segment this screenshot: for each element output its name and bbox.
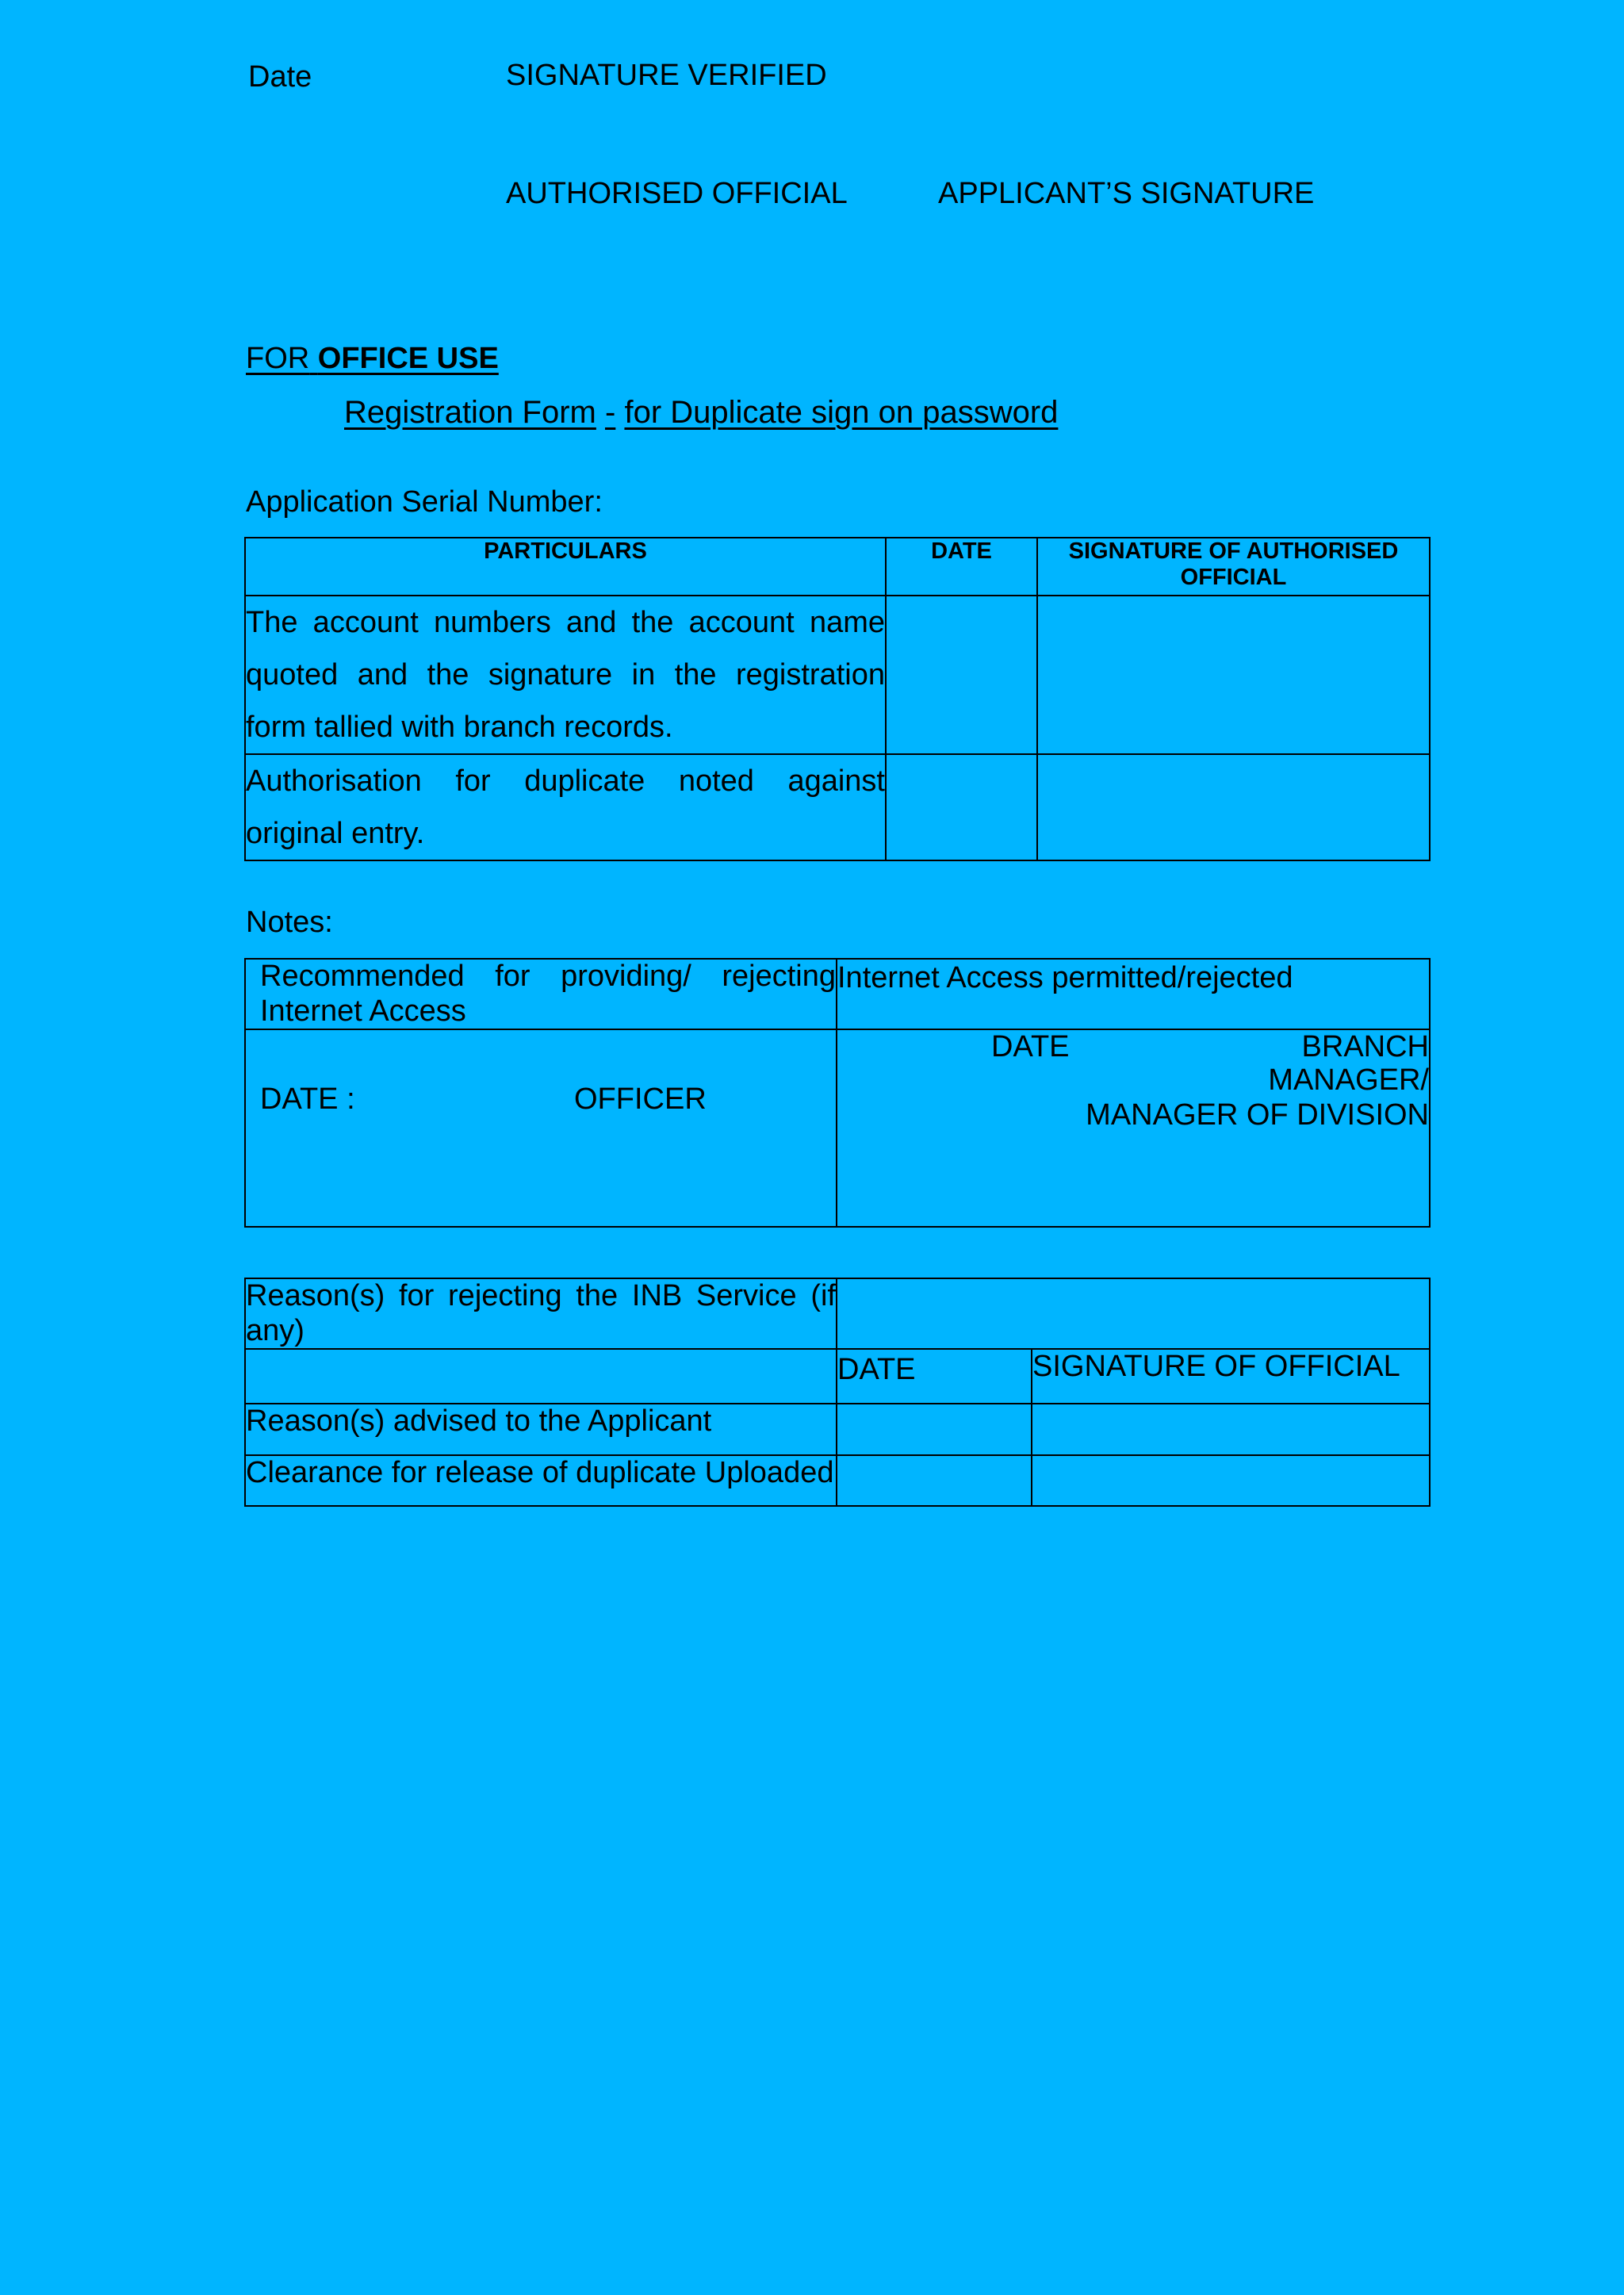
reasons-rejecting-cell: Reason(s) for rejecting the INB Service (if any) — [245, 1278, 837, 1349]
reasons-advised-cell: Reason(s) advised to the Applicant — [245, 1404, 837, 1455]
reasons-table — [244, 1278, 1431, 1507]
signature-cell-1[interactable] — [1037, 596, 1430, 754]
date-cell-2[interactable] — [886, 754, 1037, 860]
signature-verified-label: SIGNATURE VERIFIED — [506, 59, 827, 92]
particulars-header: PARTICULARS — [245, 538, 886, 596]
recommended-cell — [245, 959, 837, 1029]
form-title-part2: for Duplicate sign on password — [624, 395, 1059, 430]
date-officer-cell[interactable] — [245, 1029, 837, 1227]
serial-number-label: Application Serial Number: — [246, 485, 603, 519]
particulars-row-2: Authorisation for duplicate noted against original entry. — [245, 754, 886, 860]
signature-authorised-header: SIGNATURE OF AUTHORISED OFFICIAL — [1037, 538, 1430, 596]
table-row — [245, 1455, 1430, 1506]
form-title-dash: - — [605, 395, 616, 430]
empty-label-cell — [245, 1349, 837, 1404]
internet-access-cell — [837, 959, 1430, 1029]
internet-access-text: Internet Access permitted/rejected — [837, 961, 1293, 994]
table-row — [245, 1029, 1430, 1227]
branch-manager-cell[interactable] — [837, 1029, 1430, 1227]
reasons-rejecting-value[interactable] — [837, 1278, 1430, 1349]
particulars-row-1: The account numbers and the account name quoted and the signature in the registration form tallied with branch records. — [245, 596, 886, 754]
clearance-cell: Clearance for release of duplicate Uploaded — [245, 1455, 837, 1506]
office-use-heading — [246, 342, 499, 377]
manager-label: MANAGER/ — [1268, 1063, 1429, 1098]
officer-label: OFFICER — [574, 1082, 707, 1117]
particulars-header-row — [245, 538, 1430, 596]
table-row — [245, 1349, 1430, 1404]
date-right-label: DATE — [991, 1030, 1070, 1064]
particulars-table — [244, 537, 1431, 861]
date-field-label: DATE : — [260, 1082, 355, 1117]
signature-official-header: SIGNATURE OF OFFICIAL — [1032, 1349, 1430, 1404]
date-cell-1[interactable] — [886, 596, 1037, 754]
clearance-date[interactable] — [837, 1455, 1032, 1506]
table-row — [245, 959, 1430, 1029]
date-header: DATE — [886, 538, 1037, 596]
form-title — [344, 394, 1058, 431]
clearance-signature[interactable] — [1032, 1455, 1430, 1506]
for-label: FOR — [246, 342, 310, 375]
notes-label: Notes: — [246, 906, 333, 939]
table-row — [245, 596, 1430, 754]
date-label: Date — [248, 60, 312, 94]
recommended-text: Recommended for providing/ rejecting Internet Access — [260, 960, 836, 1028]
branch-label: BRANCH — [1301, 1030, 1429, 1064]
table-row — [245, 1278, 1430, 1349]
reasons-advised-signature[interactable] — [1032, 1404, 1430, 1455]
applicant-signature-label: APPLICANT’S SIGNATURE — [938, 177, 1315, 210]
table-row — [245, 1404, 1430, 1455]
recommendation-table — [244, 958, 1431, 1228]
reasons-advised-date[interactable] — [837, 1404, 1032, 1455]
office-use-label: OFFICE USE — [317, 342, 499, 375]
signature-cell-2[interactable] — [1037, 754, 1430, 860]
manager-division-label: MANAGER OF DIVISION — [1086, 1098, 1429, 1132]
table-row — [245, 754, 1430, 860]
authorised-official-label: AUTHORISED OFFICIAL — [506, 177, 848, 210]
date-column-header: DATE — [837, 1349, 1032, 1404]
form-title-part1: Registration Form — [344, 395, 596, 430]
